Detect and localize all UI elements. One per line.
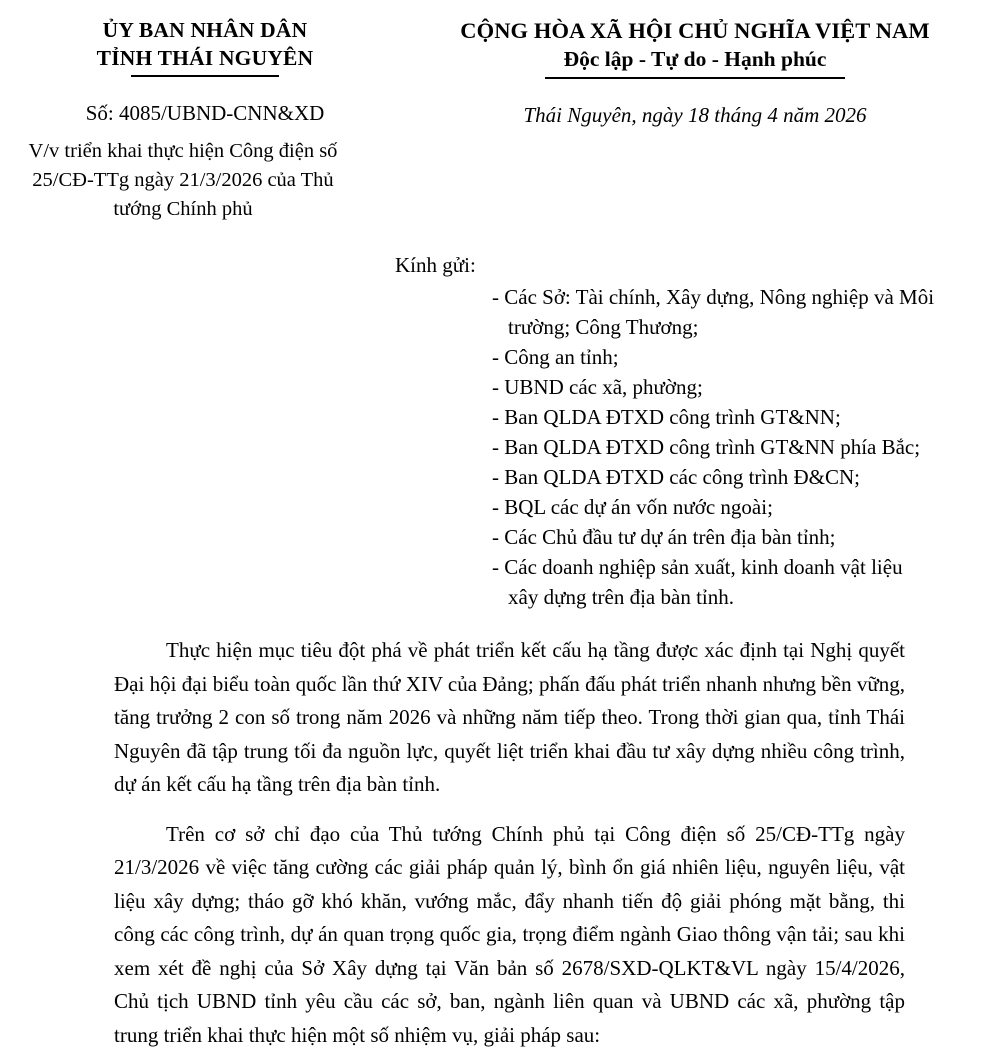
document-subject: V/v triển khai thực hiện Công điện số 25/CĐ-TTg ngày 21/3/2026 của Thủ tướng Chính phủ [18, 137, 348, 224]
list-item: - Các Chủ đầu tư dự án trên địa bàn tỉnh; [492, 522, 938, 552]
list-item: - Các doanh nghiệp sản xuất, kinh doanh vật liệu xây dựng trên địa bàn tỉnh. [492, 552, 938, 612]
list-item: - Ban QLDA ĐTXD công trình GT&NN; [492, 402, 938, 432]
issuing-authority-line2: TỈNH THÁI NGUYÊN [10, 44, 400, 72]
body-paragraph-2: Trên cơ sở chỉ đạo của Thủ tướng Chính phủ tại Công điện số 25/CĐ-TTg ngày 21/3/2026 về việc tăng cường các giải pháp quản lý, bình ổn giá nhiên liệu, nguyên liệu, vật liệu xây dựng; tháo gỡ khó khăn, vướng mắc, đẩy nhanh tiến độ giải phóng mặt bằng, thi công các công trình, dự án quan trọng quốc gia, trọng điểm ngành Giao thông vận tải; sau khi xem xét đề nghị của Sở Xây dựng tại Văn bản số 2678/SXD-QLKT&VL ngày 15/4/2026, Chủ tịch UBND tỉnh yêu cầu các sở, ban, ngành liên quan và UBND các xã, phường tập trung triển khai thực hiện một số nhiệm vụ, giải pháp sau: [114, 818, 905, 1052]
motto-underline [545, 77, 845, 79]
recipients-list [492, 282, 1000, 612]
issuing-authority-line1: ỦY BAN NHÂN DÂN [10, 16, 400, 44]
recipients-label: Kính gửi: [395, 250, 1000, 280]
recipients-block [0, 250, 1000, 612]
document-header [0, 0, 1000, 224]
list-item: - Ban QLDA ĐTXD các công trình Đ&CN; [492, 462, 938, 492]
document-body [0, 634, 1000, 1052]
national-heading-block [400, 16, 1000, 224]
list-item: - Ban QLDA ĐTXD công trình GT&NN phía Bắc; [492, 432, 938, 462]
place-and-date: Thái Nguyên, ngày 18 tháng 4 năm 2026 [400, 101, 990, 129]
document-number: Số: 4085/UBND-CNN&XD [10, 99, 400, 127]
list-item: - Các Sở: Tài chính, Xây dựng, Nông nghiệp và Môi trường; Công Thương; [492, 282, 938, 342]
body-paragraph-1: Thực hiện mục tiêu đột phá về phát triển kết cấu hạ tầng được xác định tại Nghị quyết Đại hội đại biểu toàn quốc lần thứ XIV của Đảng; phấn đấu phát triển nhanh nhưng bền vững, tăng trưởng 2 con số trong năm 2026 và những năm tiếp theo. Trong thời gian qua, tỉnh Thái Nguyên đã tập trung tối đa nguồn lực, quyết liệt triển khai đầu tư xây dựng nhiều công trình, dự án kết cấu hạ tầng trên địa bàn tỉnh. [114, 634, 905, 802]
list-item: - UBND các xã, phường; [492, 372, 938, 402]
list-item: - Công an tỉnh; [492, 342, 938, 372]
list-item: - BQL các dự án vốn nước ngoài; [492, 492, 938, 522]
authority-underline [131, 75, 279, 77]
national-motto: Độc lập - Tự do - Hạnh phúc [400, 45, 990, 74]
issuing-authority-block [0, 16, 400, 224]
national-title: CỘNG HÒA XÃ HỘI CHỦ NGHĨA VIỆT NAM [400, 16, 990, 45]
